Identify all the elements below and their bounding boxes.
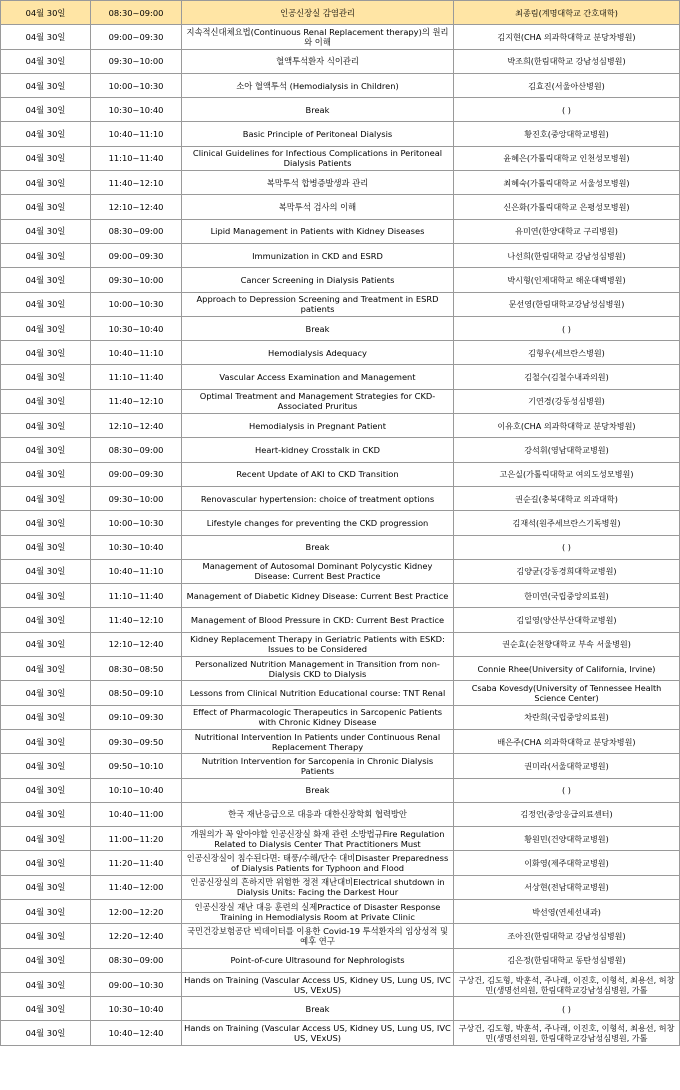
row-date: 04월 30일 <box>1 414 91 438</box>
session-title: Basic Principle of Peritoneal Dialysis <box>182 122 454 146</box>
table-row <box>1 924 680 948</box>
session-title: Management of Autosomal Dominant Polycystic Kidney Disease: Current Best Practice <box>182 559 454 583</box>
table-row <box>1 292 680 316</box>
speaker: 김은정(한림대학교 동탄성심병원) <box>454 948 680 972</box>
session-title: Cancer Screening in Dialysis Patients <box>182 268 454 292</box>
session-title: Break <box>182 778 454 802</box>
speaker: 고은실(가톨릭대학교 여의도성모병원) <box>454 462 680 486</box>
table-row <box>1 535 680 559</box>
row-date: 04월 30일 <box>1 98 91 122</box>
row-time: 10:40~12:40 <box>91 1021 182 1045</box>
header-speaker: 최종림(계명대학교 간호대학) <box>454 1 680 25</box>
speaker: 박시형(인제대학교 해운대백병원) <box>454 268 680 292</box>
table-row <box>1 438 680 462</box>
table-row <box>1 948 680 972</box>
speaker: 권순길(충북대학교 의과대학) <box>454 486 680 510</box>
row-date: 04월 30일 <box>1 997 91 1021</box>
row-time: 09:30~10:00 <box>91 268 182 292</box>
row-time: 09:30~10:00 <box>91 486 182 510</box>
speaker: 김효진(서울아산병원) <box>454 73 680 97</box>
row-time: 08:30~08:50 <box>91 657 182 681</box>
speaker: 권미라(서울대학교병원) <box>454 754 680 778</box>
session-title: Break <box>182 535 454 559</box>
row-time: 10:10~10:40 <box>91 778 182 802</box>
row-date: 04월 30일 <box>1 972 91 996</box>
session-title: Recent Update of AKI to CKD Transition <box>182 462 454 486</box>
row-date: 04월 30일 <box>1 511 91 535</box>
table-row <box>1 389 680 413</box>
row-time: 08:30~09:00 <box>91 948 182 972</box>
session-title: 한국 재난응급으로 대응과 대한신장학회 협력방안 <box>182 802 454 826</box>
table-row <box>1 972 680 996</box>
table-row <box>1 1021 680 1045</box>
row-date: 04월 30일 <box>1 146 91 170</box>
row-time: 09:50~10:10 <box>91 754 182 778</box>
table-row <box>1 195 680 219</box>
row-date: 04월 30일 <box>1 219 91 243</box>
row-date: 04월 30일 <box>1 438 91 462</box>
header-title: 인공신장실 감염관리 <box>182 1 454 25</box>
row-time: 09:00~09:30 <box>91 243 182 267</box>
row-time: 11:00~11:20 <box>91 827 182 851</box>
table-row <box>1 608 680 632</box>
speaker: 나선희(한림대학교 강남성심병원) <box>454 243 680 267</box>
row-date: 04월 30일 <box>1 899 91 923</box>
row-time: 09:00~10:30 <box>91 972 182 996</box>
speaker: 조아진(한림대학교 강남성심병원) <box>454 924 680 948</box>
speaker: 이유호(CHA 의과학대학교 분당차병원) <box>454 414 680 438</box>
row-time: 09:10~09:30 <box>91 705 182 729</box>
row-date: 04월 30일 <box>1 389 91 413</box>
table-row <box>1 219 680 243</box>
speaker: ( ) <box>454 535 680 559</box>
session-title: Break <box>182 997 454 1021</box>
speaker: 권순효(순천향대학교 부속 서울병원) <box>454 632 680 656</box>
row-date: 04월 30일 <box>1 827 91 851</box>
table-row <box>1 778 680 802</box>
table-row <box>1 341 680 365</box>
table-row <box>1 171 680 195</box>
schedule-body <box>1 25 680 1045</box>
row-date: 04월 30일 <box>1 657 91 681</box>
row-date: 04월 30일 <box>1 1021 91 1045</box>
row-time: 12:10~12:40 <box>91 195 182 219</box>
row-time: 10:30~10:40 <box>91 316 182 340</box>
row-time: 11:40~12:10 <box>91 608 182 632</box>
speaker: 이화영(제주대학교병원) <box>454 851 680 875</box>
speaker: 기연경(강동성심병원) <box>454 389 680 413</box>
session-title: Break <box>182 98 454 122</box>
row-time: 12:10~12:40 <box>91 414 182 438</box>
speaker: ( ) <box>454 98 680 122</box>
row-date: 04월 30일 <box>1 171 91 195</box>
row-date: 04월 30일 <box>1 681 91 705</box>
row-time: 11:20~11:40 <box>91 851 182 875</box>
row-time: 11:10~11:40 <box>91 584 182 608</box>
table-row <box>1 49 680 73</box>
session-title: Personalized Nutrition Management in Transition from non-Dialysis CKD to Dialysis <box>182 657 454 681</box>
session-title: 복막투석 합병증발생과 관리 <box>182 171 454 195</box>
row-time: 10:40~11:10 <box>91 341 182 365</box>
session-title: 국민건강보험공단 빅데이터를 이용한 Covid-19 투석환자의 임상성적 및 예후 연구 <box>182 924 454 948</box>
session-title: 인공신장실의 흔하지만 위험한 정전 재난대비Electrical shutdown in Dialysis Units: Facing the Darkest Hour <box>182 875 454 899</box>
row-time: 10:00~10:30 <box>91 511 182 535</box>
row-time: 11:10~11:40 <box>91 365 182 389</box>
speaker: 신은화(가톨릭대학교 은평성모병원) <box>454 195 680 219</box>
row-date: 04월 30일 <box>1 486 91 510</box>
speaker: 김형우(세브란스병원) <box>454 341 680 365</box>
row-date: 04월 30일 <box>1 49 91 73</box>
session-title: Immunization in CKD and ESRD <box>182 243 454 267</box>
table-row <box>1 73 680 97</box>
table-row <box>1 25 680 49</box>
speaker: 배은주(CHA 의과학대학교 분당차병원) <box>454 729 680 753</box>
session-title: Optimal Treatment and Management Strategies for CKD-Associated Pruritus <box>182 389 454 413</box>
row-date: 04월 30일 <box>1 341 91 365</box>
row-date: 04월 30일 <box>1 924 91 948</box>
row-date: 04월 30일 <box>1 559 91 583</box>
row-time: 11:40~12:10 <box>91 171 182 195</box>
session-title: Hemodialysis Adequacy <box>182 341 454 365</box>
table-row <box>1 632 680 656</box>
session-title: Effect of Pharmacologic Therapeutics in Sarcopenic Patients with Chronic Kidney Disease <box>182 705 454 729</box>
session-title: 인공신장실 재난 대응 훈련의 실제Practice of Disaster Response Training in Hemodialysis Room at Private Clinic <box>182 899 454 923</box>
speaker: 김지현(CHA 의과학대학교 분당차병원) <box>454 25 680 49</box>
table-row <box>1 98 680 122</box>
table-row <box>1 559 680 583</box>
row-date: 04월 30일 <box>1 25 91 49</box>
row-date: 04월 30일 <box>1 802 91 826</box>
table-row <box>1 997 680 1021</box>
row-time: 11:40~12:10 <box>91 389 182 413</box>
row-time: 10:40~11:10 <box>91 559 182 583</box>
table-row <box>1 462 680 486</box>
row-date: 04월 30일 <box>1 875 91 899</box>
row-date: 04월 30일 <box>1 729 91 753</box>
table-row <box>1 316 680 340</box>
row-time: 10:30~10:40 <box>91 997 182 1021</box>
session-title: Lessons from Clinical Nutrition Educational course: TNT Renal <box>182 681 454 705</box>
speaker: ( ) <box>454 997 680 1021</box>
row-time: 12:10~12:40 <box>91 632 182 656</box>
row-time: 08:30~09:00 <box>91 219 182 243</box>
table-row <box>1 584 680 608</box>
session-title: Point-of-cure Ultrasound for Nephrologists <box>182 948 454 972</box>
session-title: Break <box>182 316 454 340</box>
table-row <box>1 802 680 826</box>
row-time: 08:50~09:10 <box>91 681 182 705</box>
session-title: Nutritional Intervention In Patients under Continuous Renal Replacement Therapy <box>182 729 454 753</box>
session-title: 복막투석 검사의 이해 <box>182 195 454 219</box>
session-title: 소아 혈액투석 (Hemodialysis in Children) <box>182 73 454 97</box>
table-row <box>1 243 680 267</box>
speaker: 문선영(한림대학교강남성심병원) <box>454 292 680 316</box>
speaker: ( ) <box>454 778 680 802</box>
row-time: 09:30~10:00 <box>91 49 182 73</box>
speaker: 김재석(원주세브란스기독병원) <box>454 511 680 535</box>
row-time: 10:30~10:40 <box>91 98 182 122</box>
row-time: 10:00~10:30 <box>91 292 182 316</box>
table-row <box>1 365 680 389</box>
speaker: Csaba Kovesdy(University of Tennessee Health Science Center) <box>454 681 680 705</box>
row-time: 10:30~10:40 <box>91 535 182 559</box>
table-row <box>1 851 680 875</box>
header-time: 08:30~09:00 <box>91 1 182 25</box>
row-date: 04월 30일 <box>1 462 91 486</box>
table-row <box>1 486 680 510</box>
session-title: Management of Blood Pressure in CKD: Current Best Practice <box>182 608 454 632</box>
session-title: Lifestyle changes for preventing the CKD progression <box>182 511 454 535</box>
speaker: 김일영(양산부산대학교병원) <box>454 608 680 632</box>
table-row <box>1 899 680 923</box>
speaker: 박선영(연세선내과) <box>454 899 680 923</box>
row-time: 09:00~09:30 <box>91 462 182 486</box>
header-row <box>1 1 680 25</box>
session-title: 지속적신대체요법(Continuous Renal Replacement therapy)의 원리와 이해 <box>182 25 454 49</box>
row-date: 04월 30일 <box>1 268 91 292</box>
speaker: 박조희(한림대학교 강남성심병원) <box>454 49 680 73</box>
row-date: 04월 30일 <box>1 778 91 802</box>
session-title: Management of Diabetic Kidney Disease: Current Best Practice <box>182 584 454 608</box>
table-row <box>1 729 680 753</box>
row-time: 10:40~11:10 <box>91 122 182 146</box>
speaker: Connie Rhee(University of California, Irvine) <box>454 657 680 681</box>
row-date: 04월 30일 <box>1 195 91 219</box>
session-title: Renovascular hypertension: choice of treatment options <box>182 486 454 510</box>
row-date: 04월 30일 <box>1 73 91 97</box>
session-title: Lipid Management in Patients with Kidney Diseases <box>182 219 454 243</box>
speaker: 김양균(강동경희대학교병원) <box>454 559 680 583</box>
session-title: 혈액투석환자 식이관리 <box>182 49 454 73</box>
table-row <box>1 657 680 681</box>
table-row <box>1 754 680 778</box>
session-title: 개원의가 꼭 알아야할 인공신장실 화재 관련 소방법규Fire Regulation Related to Dialysis Center That Practitioners Must <box>182 827 454 851</box>
speaker: 한미연(국립중앙의료원) <box>454 584 680 608</box>
speaker: 황진호(중앙대학교병원) <box>454 122 680 146</box>
row-time: 12:00~12:20 <box>91 899 182 923</box>
speaker: 구상건, 김도형, 박훈석, 주나래, 이진호, 이형석, 최용선, 허창민(생명선의원, 한림대학교강남성심병원, 가톨 <box>454 972 680 996</box>
session-title: Heart-kidney Crosstalk in CKD <box>182 438 454 462</box>
table-row <box>1 122 680 146</box>
speaker: 서상현(전남대학교병원) <box>454 875 680 899</box>
table-row <box>1 414 680 438</box>
row-date: 04월 30일 <box>1 292 91 316</box>
session-title: Nutrition Intervention for Sarcopenia in Chronic Dialysis Patients <box>182 754 454 778</box>
speaker: 윤혜은(가톨릭대학교 인천성모병원) <box>454 146 680 170</box>
session-title: Vascular Access Examination and Management <box>182 365 454 389</box>
row-date: 04월 30일 <box>1 316 91 340</box>
table-row <box>1 705 680 729</box>
speaker: 유미연(한양대학교 구리병원) <box>454 219 680 243</box>
session-title: Kidney Replacement Therapy in Geriatric Patients with ESKD: Issues to be Considered <box>182 632 454 656</box>
table-row <box>1 146 680 170</box>
row-time: 10:00~10:30 <box>91 73 182 97</box>
header-date: 04월 30일 <box>1 1 91 25</box>
speaker: 차란희(국립중앙의료원) <box>454 705 680 729</box>
table-row <box>1 511 680 535</box>
row-time: 10:40~11:00 <box>91 802 182 826</box>
speaker: ( ) <box>454 316 680 340</box>
session-title: 인공신장실이 침수된다면: 태풍/수해/단수 대비Disaster Preparedness of Dialysis Patients for Typhoon and Flood <box>182 851 454 875</box>
session-title: Hemodialysis in Pregnant Patient <box>182 414 454 438</box>
speaker: 강석휘(영남대학교병원) <box>454 438 680 462</box>
row-date: 04월 30일 <box>1 122 91 146</box>
table-row <box>1 827 680 851</box>
table-row <box>1 268 680 292</box>
row-time: 08:30~09:00 <box>91 438 182 462</box>
row-date: 04월 30일 <box>1 243 91 267</box>
row-time: 11:40~12:00 <box>91 875 182 899</box>
row-time: 09:30~09:50 <box>91 729 182 753</box>
row-date: 04월 30일 <box>1 632 91 656</box>
session-title: Approach to Depression Screening and Treatment in ESRD patients <box>182 292 454 316</box>
row-time: 11:10~11:40 <box>91 146 182 170</box>
row-date: 04월 30일 <box>1 365 91 389</box>
row-date: 04월 30일 <box>1 851 91 875</box>
row-date: 04월 30일 <box>1 608 91 632</box>
session-title: Clinical Guidelines for Infectious Complications in Peritoneal Dialysis Patients <box>182 146 454 170</box>
session-title: Hands on Training (Vascular Access US, Kidney US, Lung US, IVC US, VExUS) <box>182 972 454 996</box>
row-time: 12:20~12:40 <box>91 924 182 948</box>
row-time: 09:00~09:30 <box>91 25 182 49</box>
speaker: 김정언(중앙응급의료센터) <box>454 802 680 826</box>
row-date: 04월 30일 <box>1 754 91 778</box>
session-title: Hands on Training (Vascular Access US, Kidney US, Lung US, IVC US, VExUS) <box>182 1021 454 1045</box>
speaker: 구상건, 김도형, 박훈석, 주나래, 이진호, 이형석, 최용선, 허창민(생명선의원, 한림대학교강남성심병원, 가톨 <box>454 1021 680 1045</box>
speaker: 김철수(김철수내과의원) <box>454 365 680 389</box>
speaker: 황원민(건양대학교병원) <box>454 827 680 851</box>
row-date: 04월 30일 <box>1 584 91 608</box>
row-date: 04월 30일 <box>1 948 91 972</box>
speaker: 최혜숙(가톨릭대학교 서울성모병원) <box>454 171 680 195</box>
table-row <box>1 681 680 705</box>
row-date: 04월 30일 <box>1 705 91 729</box>
table-row <box>1 875 680 899</box>
row-date: 04월 30일 <box>1 535 91 559</box>
